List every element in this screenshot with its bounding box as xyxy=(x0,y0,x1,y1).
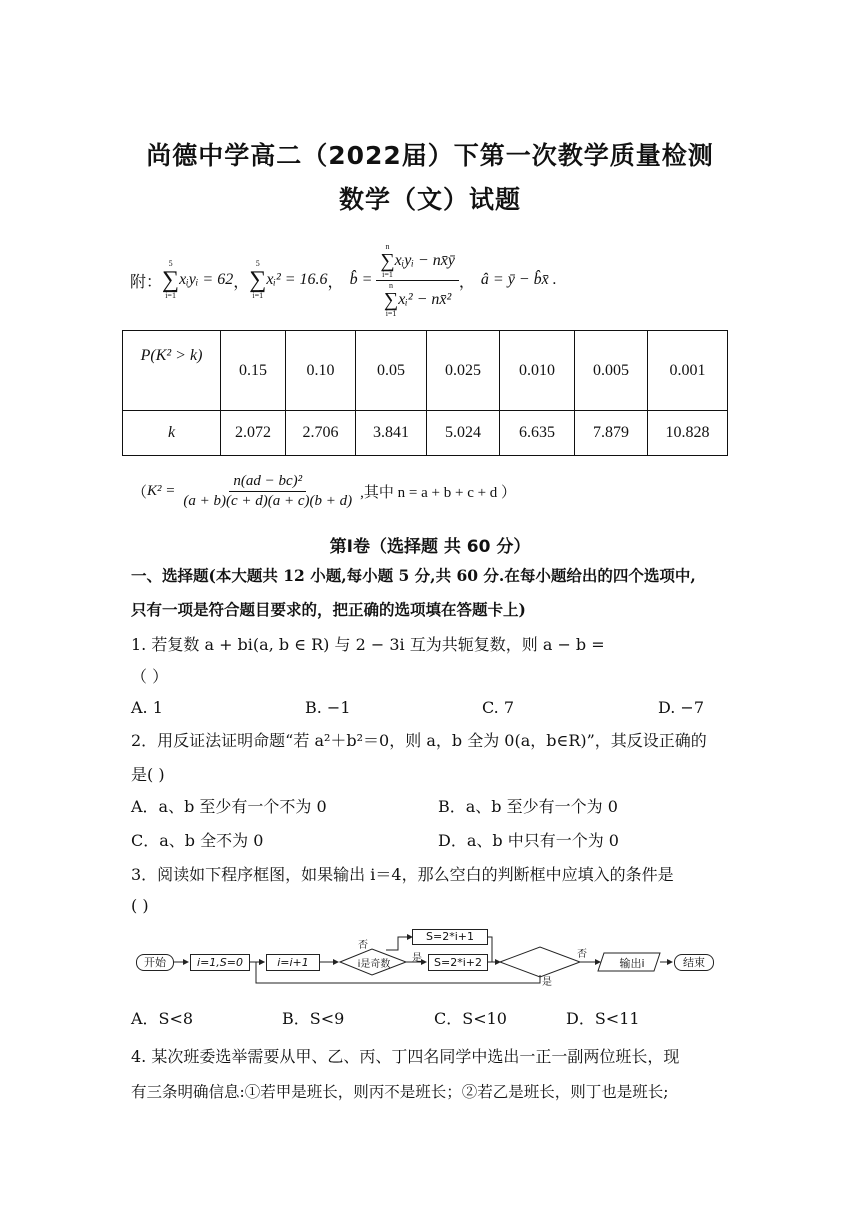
table-cell: 0.005 xyxy=(575,331,648,411)
critical-value-table xyxy=(122,330,728,456)
k2-lhs: K² = xyxy=(147,482,176,499)
table-cell: 0.05 xyxy=(356,331,427,411)
table-cell: 5.024 xyxy=(427,411,500,456)
flow-output: 输出i xyxy=(619,957,645,970)
flow-condition: i是奇数 xyxy=(357,959,391,970)
option-a: A. 1 xyxy=(131,698,163,717)
table-cell: 0.10 xyxy=(286,331,356,411)
table-cell: 3.841 xyxy=(356,411,427,456)
flow-assign-even: S=2*i+2 xyxy=(428,954,488,971)
k2-numerator: n(ad − bc)² xyxy=(229,473,306,492)
formula-prefix: 附： xyxy=(130,273,163,291)
paren-open: （ xyxy=(132,484,148,501)
program-flowchart xyxy=(130,925,730,990)
page-subtitle: 数学（文）试题 xyxy=(338,185,521,214)
sum-symbol: 5 ∑ i=1 xyxy=(162,259,180,300)
option-d: D. −7 xyxy=(658,698,705,717)
table-cell: 0.025 xyxy=(427,331,500,411)
sum-x2-value: xᵢ² = 16.6 xyxy=(266,271,328,288)
option-b: B. −1 xyxy=(305,698,351,717)
table-row xyxy=(123,331,728,411)
k2-fraction xyxy=(179,473,356,510)
table-cell: 0.010 xyxy=(500,331,575,411)
flow-start: 开始 xyxy=(136,954,174,971)
section-title: 第Ⅰ卷（选择题 共 60 分） xyxy=(329,537,531,557)
option-b: B．S<9 xyxy=(282,1009,345,1028)
option-d: D．S<11 xyxy=(566,1009,640,1028)
a-hat-formula: â = ȳ − b̂x̄ . xyxy=(480,271,557,288)
sum-lower: i=1 xyxy=(385,308,397,318)
flow-increment: i=i+1 xyxy=(266,954,320,971)
flow-yes-label: 是 xyxy=(412,953,422,964)
page-title: 尚德中学高二（2022届）下第一次教学质量检测 xyxy=(146,141,714,170)
option-b: B．a、b 至少有一个为 0 xyxy=(438,797,618,816)
b-hat-fraction: n ∑ i=1 xᵢyᵢ − nx̄ȳ n ∑ i=1 xᵢ² − nx̄² xyxy=(376,243,459,318)
b-hat-label: b̂ = xyxy=(349,271,373,288)
table-row xyxy=(123,411,728,456)
option-c: C．a、b 全不为 0 xyxy=(131,831,264,850)
option-d: D．a、b 中只有一个为 0 xyxy=(438,831,619,850)
k2-formula xyxy=(132,466,516,516)
sum-lower: i=1 xyxy=(252,291,264,300)
flow-no2-label: 否 xyxy=(577,949,587,960)
section-intro: 一、选择题(本大题共 12 小题,每小题 5 分,共 60 分.在每小题给出的四个选项中, xyxy=(131,566,696,585)
sum-upper: 5 xyxy=(255,259,260,268)
table-cell: 2.072 xyxy=(221,411,286,456)
flow-init: i=1,S=0 xyxy=(190,954,250,971)
reference-formulas xyxy=(130,240,557,320)
sum-lower: i=1 xyxy=(382,269,393,279)
sum-upper: 5 xyxy=(168,259,173,268)
option-c: C．S<10 xyxy=(434,1009,507,1028)
question-2-stem: 2．用反证法证明命题“若 a²＋b²＝0，则 a，b 全为 0(a，b∈R)”，其反设正确的 xyxy=(131,731,707,750)
option-c: C. 7 xyxy=(482,698,515,717)
sum-upper: n xyxy=(389,280,394,290)
option-a: A．S<8 xyxy=(131,1009,194,1028)
table-header-label: P(K² > k) xyxy=(123,331,221,411)
separator: ， xyxy=(458,273,475,291)
question-3-stem: ( ) xyxy=(131,896,149,915)
question-3-stem: 3．阅读如下程序框图，如果输出 i＝4，那么空白的判断框中应填入的条件是 xyxy=(131,865,674,884)
table-cell: 7.879 xyxy=(575,411,648,456)
separator: ， xyxy=(327,273,344,291)
flow-assign-odd: S=2*i+1 xyxy=(412,929,488,945)
k2-denominator: (a + b)(c + d)(a + c)(b + d) xyxy=(183,492,353,509)
sum-symbol: 5 ∑ i=1 xyxy=(249,259,267,300)
table-row-label: k xyxy=(123,411,221,456)
sum-lower: i=1 xyxy=(165,291,176,300)
question-1-stem: 1. 若复数 a + bi(a, b ∈ R) 与 2 − 3i 互为共轭复数，则 a − b = xyxy=(131,635,605,654)
table-cell: 0.15 xyxy=(221,331,286,411)
table-cell: 2.706 xyxy=(286,411,356,456)
table-cell: 0.001 xyxy=(648,331,728,411)
option-a: A．a、b 至少有一个不为 0 xyxy=(131,797,327,816)
b-hat-denominator: xᵢ² − nx̄² xyxy=(398,290,452,308)
sum-upper: n xyxy=(385,241,390,251)
b-hat-numerator: xᵢyᵢ − nx̄ȳ xyxy=(394,251,455,269)
sum-xy-value: xᵢyᵢ = 62 xyxy=(179,271,234,288)
flow-no-label: 否 xyxy=(358,940,368,951)
flow-yes2-label: 是 xyxy=(542,977,552,988)
flow-end: 结束 xyxy=(674,954,714,971)
table-cell: 6.635 xyxy=(500,411,575,456)
section-intro: 只有一项是符合题目要求的，把正确的选项填在答题卡上) xyxy=(131,600,526,619)
question-2-stem: 是( ) xyxy=(131,765,165,784)
question-4-stem: 4. 某次班委选举需要从甲、乙、丙、丁四名同学中选出一正一副两位班长，现 xyxy=(131,1047,680,1066)
table-cell: 10.828 xyxy=(648,411,728,456)
question-1-blank: （ ） xyxy=(131,667,169,686)
k2-tail: ,其中 n = a + b + c + d ） xyxy=(360,484,517,501)
separator: ， xyxy=(233,273,250,291)
question-4-stem: 有三条明确信息:①若甲是班长，则丙不是班长；②若乙是班长，则丁也是班长; xyxy=(131,1083,669,1101)
